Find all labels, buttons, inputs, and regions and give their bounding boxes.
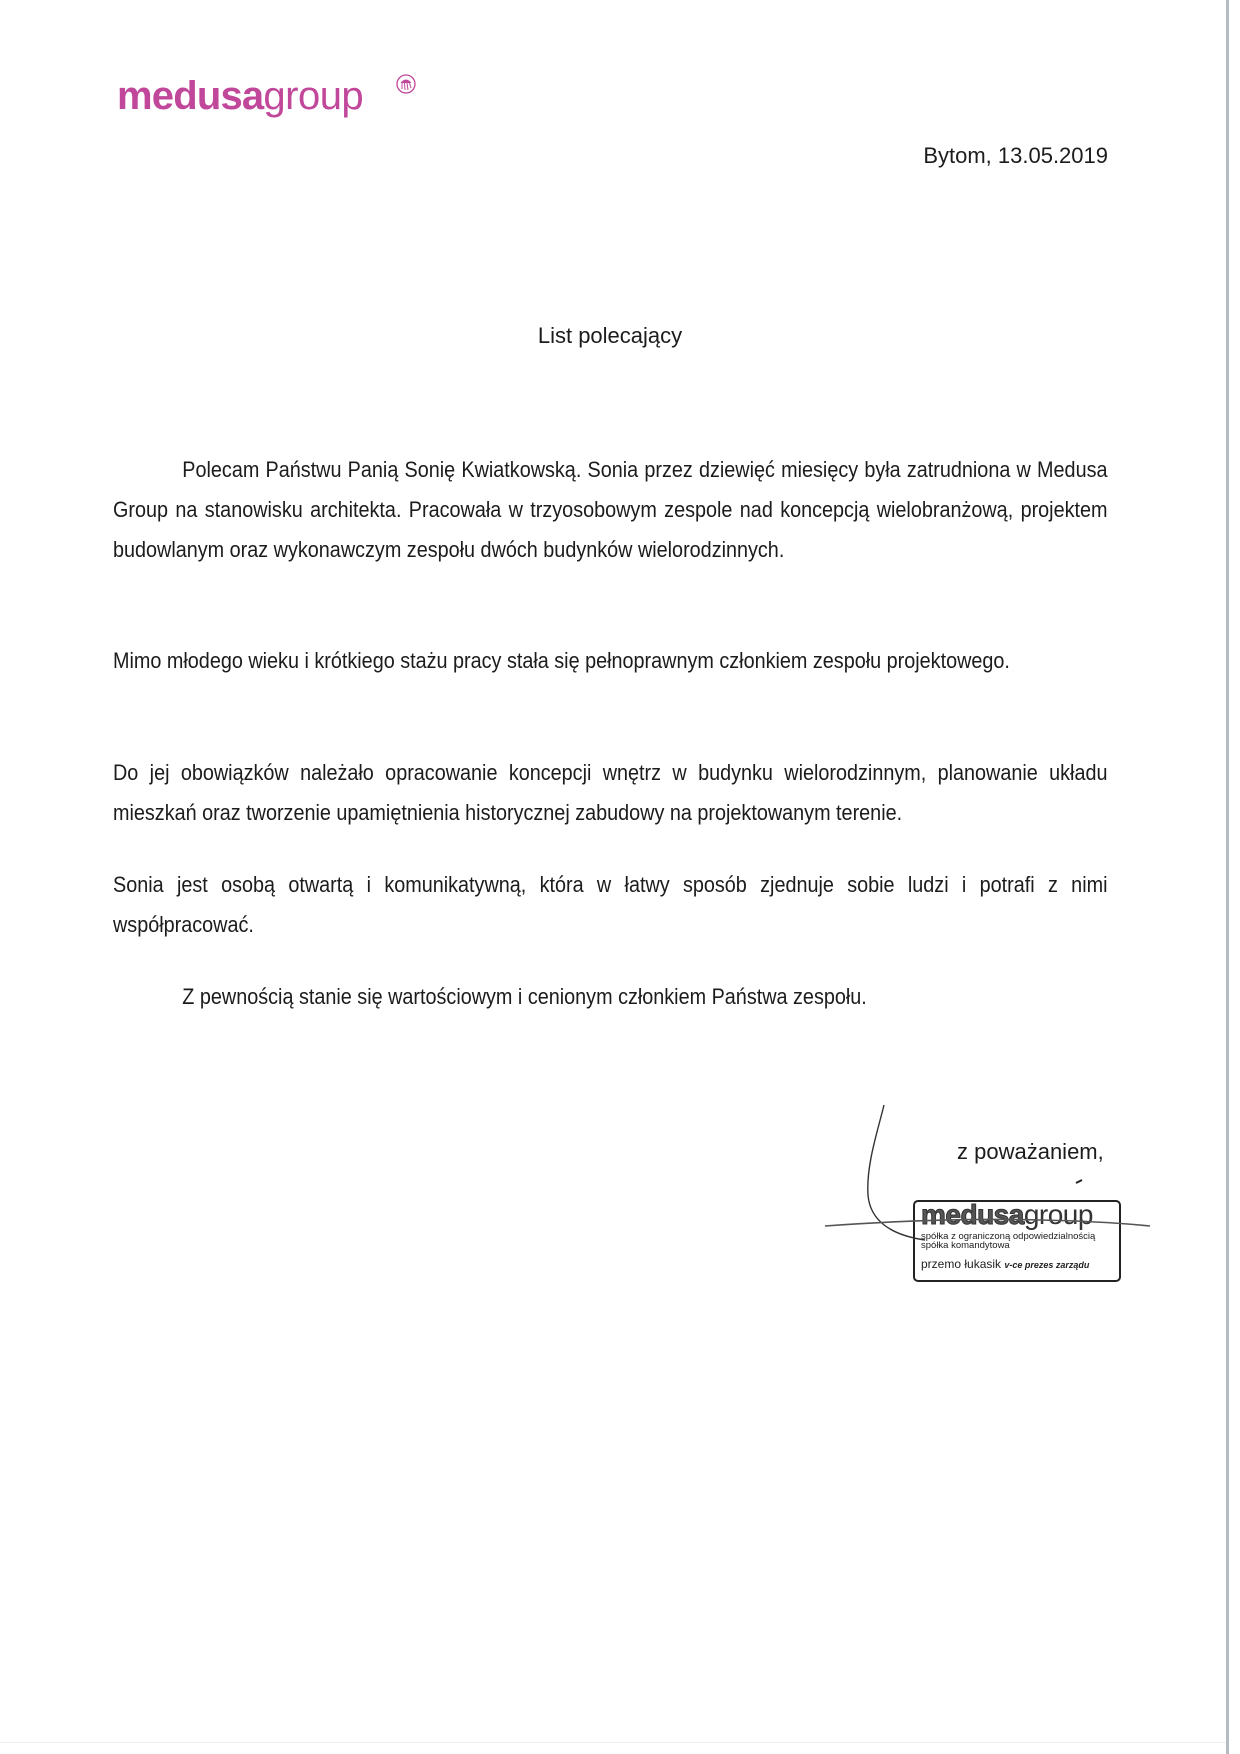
paragraph-text: Z pewnością stanie się wartościowym i cenionym członkiem Państwa zespołu. — [182, 984, 867, 1009]
place-date: Bytom, 13.05.2019 — [923, 143, 1108, 168]
jellyfish-icon — [396, 74, 416, 94]
stamp-logo-bold: medusa — [921, 1199, 1024, 1230]
scan-edge — [1226, 0, 1229, 1754]
paragraph-text: Polecam Państwu Panią Sonię Kwiatkowską. Sonia przez dziewięć miesięcy była zatrudniona w Medusa Group na stanowisku architekta. Pracowała w trzyosobowym zespole nad koncepcją wielobranżową, projektem budowlanym oraz wykonawczym zespołu dwóch budynków wielorodzinnych. — [113, 457, 1108, 562]
paragraph-team — [113, 641, 1108, 681]
stamp-company-form: spółka komandytowa — [921, 1240, 1010, 1251]
stamp-company-type: spółka z ograniczoną odpowiedzialnością — [921, 1231, 1096, 1242]
paragraph-text: Do jej obowiązków należało opracowanie koncepcji wnętrz w budynku wielorodzinnym, planowanie układu mieszkań oraz tworzenie upamiętnienia historycznej zabudowy na projektowanym terenie. — [113, 760, 1108, 825]
paragraph-duties — [113, 753, 1108, 833]
paragraph-conclusion — [113, 977, 1108, 1017]
company-stamp — [913, 1200, 1121, 1282]
paragraph-text: Mimo młodego wieku i krótkiego stażu pracy stała się pełnoprawnym członkiem zespołu projektowego. — [113, 648, 1010, 673]
company-logo — [117, 72, 363, 120]
signatory-role: v-ce prezes zarządu — [1004, 1260, 1090, 1270]
paragraph-text: Sonia jest osobą otwartą i komunikatywną, która w łatwy sposób zjednuje sobie ludzi i potrafi z nimi współpracować. — [113, 872, 1108, 937]
scan-edge-bottom — [0, 1742, 1226, 1743]
stamp-logo — [921, 1200, 1093, 1230]
logo-text-bold: medusa — [117, 74, 264, 118]
letter-title: List polecający — [537, 323, 683, 348]
signatory-name: przemo łukasik — [921, 1257, 1002, 1271]
paragraph-intro — [113, 450, 1108, 570]
closing-salutation: z poważaniem, — [957, 1139, 1104, 1164]
stamp-logo-light: group — [1023, 1199, 1093, 1230]
stamp-signatory — [921, 1257, 1089, 1272]
logo-text-light: group — [263, 74, 364, 118]
paragraph-personality — [113, 865, 1108, 945]
